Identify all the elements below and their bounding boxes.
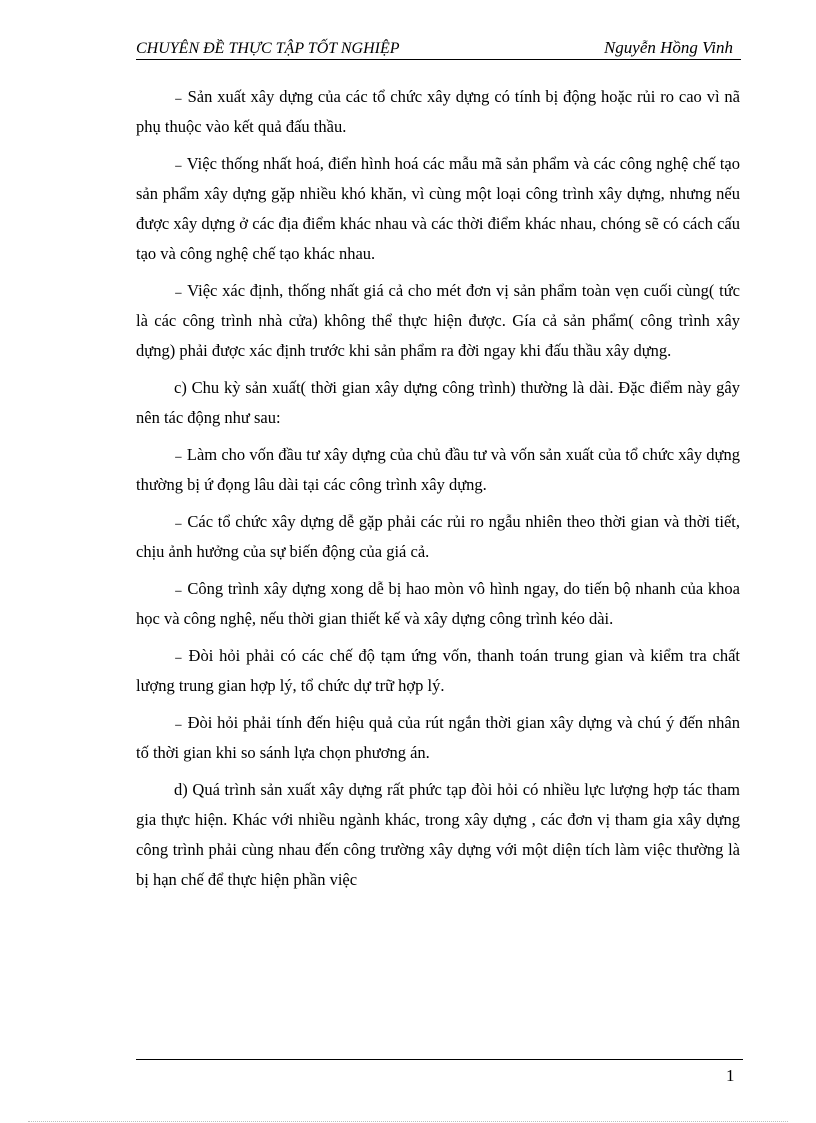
header-title: CHUYÊN ĐỀ THỰC TẬP TỐT NGHIỆP xyxy=(136,40,400,57)
page-number: 1 xyxy=(726,1066,735,1085)
body-text xyxy=(136,82,740,902)
paragraph: ₋ Việc xác định, thống nhất giá cả cho mét đơn vị sản phẩm toàn vẹn cuối cùng( tức là các công trình nhà cửa) không thể thực hiện được. Gía cả sản phẩm( công trình xây dựng) phải được xác định trước khi sản phẩm ra đời ngay khi đấu thầu xây dựng. xyxy=(136,281,740,360)
paragraph: ₋ Làm cho vốn đầu tư xây dựng của chủ đầu tư và vốn sản xuất của tổ chức xây dựng thường bị ứ đọng lâu dài tại các công trình xây dựng. xyxy=(136,445,740,494)
paragraph: ₋ Đòi hỏi phải có các chế độ tạm ứng vốn, thanh toán trung gian và kiểm tra chất lượng trung gian hợp lý, tổ chức dự trữ hợp lý. xyxy=(136,646,740,695)
paragraph: ₋ Đòi hỏi phải tính đến hiệu quả của rút ngắn thời gian xây dựng và chú ý đến nhân tố thời gian khi so sánh lựa chọn phương án. xyxy=(136,713,740,762)
paragraph: c) Chu kỳ sản xuất( thời gian xây dựng công trình) thường là dài. Đặc điểm này gây nên tác động như sau: xyxy=(136,378,740,427)
paragraph: ₋ Việc thống nhất hoá, điển hình hoá các mẫu mã sản phẩm và các công nghệ chế tạo sản phẩm xây dựng gặp nhiều khó khăn, vì cùng một loại công trình xây dựng, nhưng nếu được xây dựng ở các địa điểm khác nhau và các thời điểm khác nhau, chóng sẽ có cách cấu tạo và công nghệ chế tạo khác nhau. xyxy=(136,154,740,263)
paragraph: ₋ Các tổ chức xây dựng dễ gặp phải các rủi ro ngẫu nhiên theo thời gian và thời tiết, chịu ảnh hưởng của sự biến động của giá cả. xyxy=(136,512,740,561)
page-bottom-border xyxy=(28,1121,788,1122)
paragraph: d) Quá trình sản xuất xây dựng rất phức tạp đòi hỏi có nhiều lực lượng hợp tác tham gia thực hiện. Khác với nhiều ngành khác, trong xây dựng , các đơn vị tham gia xây dựng công trình phải cùng nhau đến công trường xây dựng với một diện tích làm việc thường là bị hạn chế để thực hiện phần việc xyxy=(136,780,740,889)
header-author: Nguyễn Hồng Vinh xyxy=(603,38,733,57)
paragraph: ₋ Công trình xây dựng xong dễ bị hao mòn vô hình ngay, do tiến bộ nhanh của khoa học và công nghệ, nếu thời gian thiết kế và xây dựng công trình kéo dài. xyxy=(136,579,740,628)
footer-divider xyxy=(136,1059,743,1060)
paragraph: ₋ Sản xuất xây dựng của các tổ chức xây dựng có tính bị động hoặc rủi ro cao vì nã phụ thuộc vào kết quả đấu thầu. xyxy=(136,87,740,136)
header-divider xyxy=(136,59,741,60)
